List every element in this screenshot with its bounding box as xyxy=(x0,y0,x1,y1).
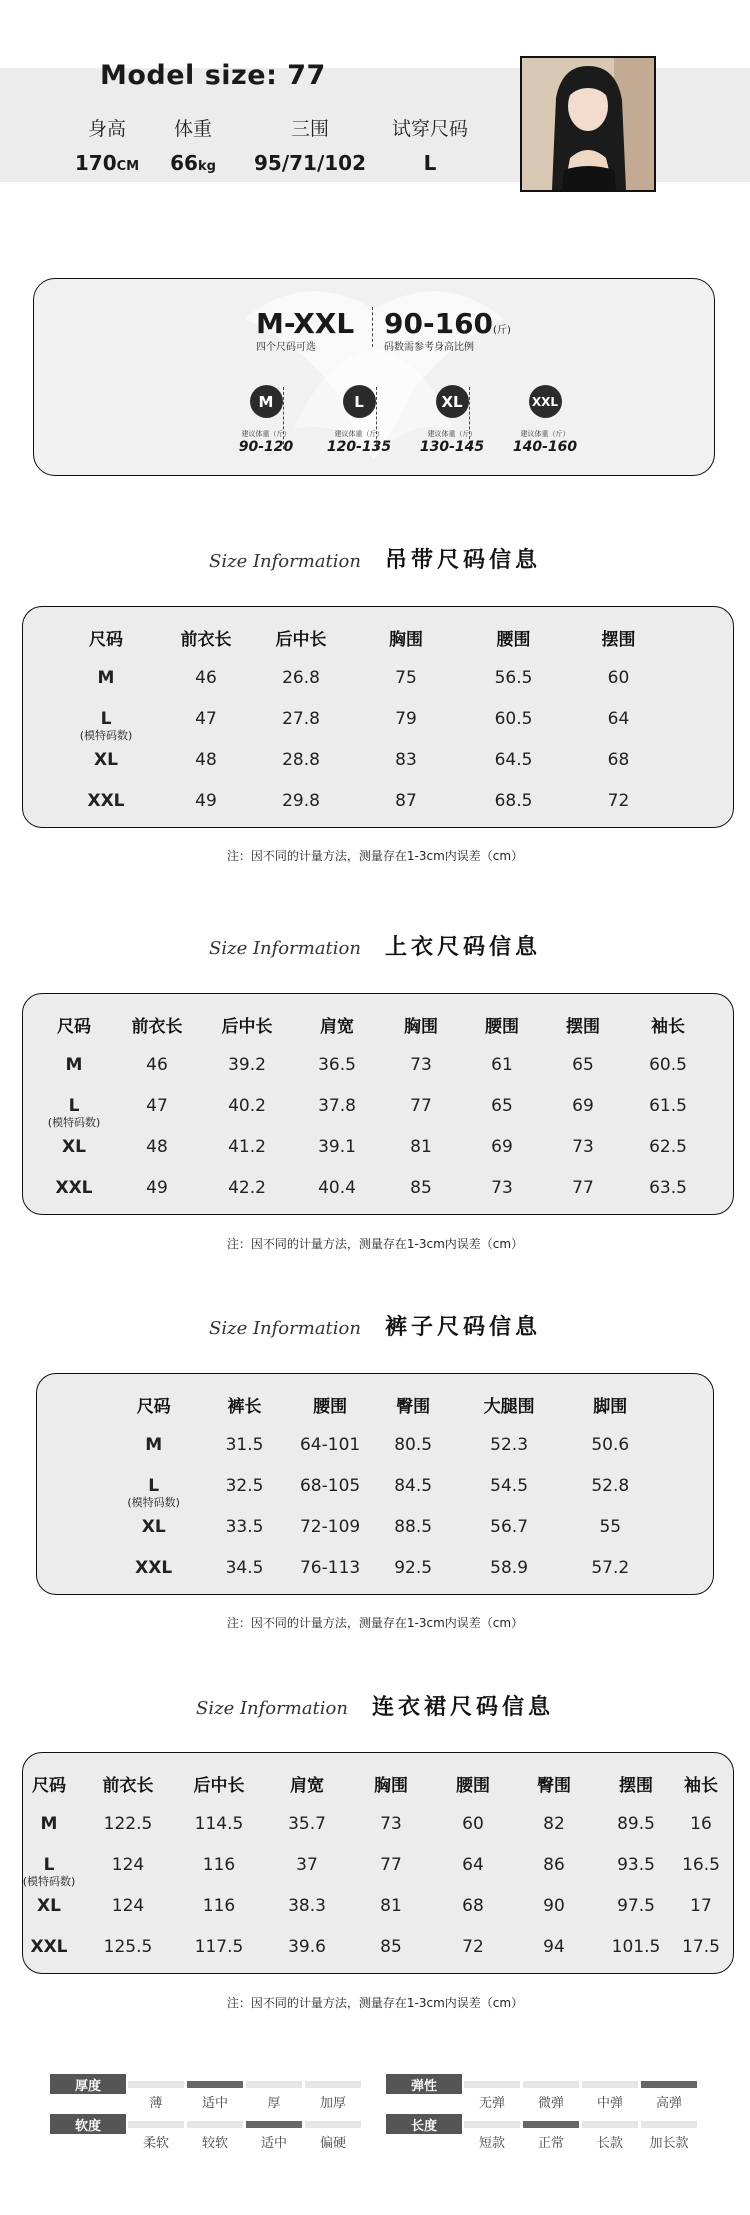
measurement-note: 注：因不同的计量方法，测量存在1-3cm内误差（cm） xyxy=(226,1237,524,1251)
col-header: 肩宽 xyxy=(290,1775,324,1796)
weight-range-m: 90-120 xyxy=(238,439,294,455)
script-heading: Size Information xyxy=(196,1698,348,1719)
model-size-tag: (模特码数) xyxy=(79,729,133,742)
col-header: 袖长 xyxy=(684,1775,718,1796)
thickness-scale xyxy=(128,2081,361,2088)
table-row: M 31.5 64-101 80.5 52.3 50.6 xyxy=(145,1434,630,1455)
weight-range-value: 90-160 xyxy=(384,307,494,340)
size-range-value: M-XXL xyxy=(256,307,355,340)
size-badge-m: M xyxy=(250,385,283,418)
table-row: L (模特码数) 47 27.8 79 60.5 64 xyxy=(51,698,671,739)
size-range-sub: 四个尺码可选 xyxy=(256,342,316,353)
table-row: XXL 49 42.2 40.4 85 73 77 63.5 xyxy=(55,1177,687,1198)
col-header: 前衣长 xyxy=(131,1016,183,1037)
table-row: XXL 34.5 76-113 92.5 58.9 57.2 xyxy=(135,1557,630,1578)
size-range-card xyxy=(33,278,715,476)
fabric-length-indicator: 长度 短款 正常 长款 加长款 xyxy=(386,2114,462,2134)
measurement-note: 注：因不同的计量方法，测量存在1-3cm内误差（cm） xyxy=(226,1996,524,2010)
table-row: M 46 26.8 75 56.5 60 xyxy=(97,667,630,688)
weight-range-xxl: 140-160 xyxy=(512,439,578,455)
pants-size-table xyxy=(36,1373,714,1595)
length-scale xyxy=(464,2121,697,2128)
col-header: 尺码 xyxy=(57,1016,91,1037)
col-header: 腰围 xyxy=(456,1775,490,1796)
model-size-tag: (模特码数) xyxy=(127,1496,180,1509)
col-header: 后中长 xyxy=(221,1016,273,1037)
col-header: 胸围 xyxy=(404,1016,438,1037)
section-title-camisole: Size Information 吊带尺码信息 xyxy=(209,548,541,573)
height-unit: CM xyxy=(116,159,140,174)
table-row: M 122.5 114.5 35.7 73 60 82 89.5 16 xyxy=(40,1813,712,1834)
section-title-top: Size Information 上衣尺码信息 xyxy=(209,935,541,960)
range-divider xyxy=(372,307,373,347)
camisole-size-table xyxy=(22,606,734,828)
col-header: 大腿围 xyxy=(483,1396,535,1417)
model-try-size xyxy=(380,114,480,175)
col-header: 臀围 xyxy=(396,1396,431,1417)
col-header: 摆围 xyxy=(619,1775,653,1796)
softness-scale xyxy=(128,2121,361,2128)
elasticity-scale xyxy=(464,2081,697,2088)
recommend-label: 建议体重（斤） xyxy=(520,430,570,438)
height-label: 身高 xyxy=(87,118,126,140)
weight-unit: kg xyxy=(197,159,216,174)
col-header: 尺码 xyxy=(89,629,123,650)
model-photo xyxy=(520,56,656,192)
col-header: 肩宽 xyxy=(320,1016,354,1037)
thickness-label: 厚度 xyxy=(50,2074,126,2094)
col-header: 腰围 xyxy=(485,1016,519,1037)
col-header: 前衣长 xyxy=(102,1775,154,1796)
table-row: L (模特码数) 124 116 37 77 64 86 93.5 16.5 xyxy=(22,1844,725,1885)
measurements-value: 95/71/102 xyxy=(253,151,367,175)
table-row: L (模特码数) 32.5 68-105 84.5 54.5 52.8 xyxy=(107,1465,657,1506)
try-size-value: L xyxy=(423,151,437,175)
script-heading: Size Information xyxy=(209,551,361,572)
col-header: 胸围 xyxy=(389,629,423,650)
col-header: 尺码 xyxy=(32,1775,66,1796)
softness-label: 软度 xyxy=(50,2114,126,2134)
table-row: M 46 39.2 36.5 73 61 65 60.5 xyxy=(65,1054,687,1075)
recommend-label: 建议体重（斤） xyxy=(241,430,291,438)
col-header: 腰围 xyxy=(313,1396,348,1417)
col-header: 前衣长 xyxy=(180,629,232,650)
col-header: 摆围 xyxy=(601,629,636,650)
length-label: 长度 xyxy=(386,2114,462,2134)
weight-range-unit: (斤) xyxy=(493,325,511,336)
size-badge-xl: XL xyxy=(436,385,469,418)
col-header: 裤长 xyxy=(227,1396,262,1417)
weight-range-sub: 码数需参考身高比例 xyxy=(384,342,474,353)
col-header: 尺码 xyxy=(136,1396,171,1417)
size-badge-l: L xyxy=(343,385,376,418)
recommend-label: 建议体重（斤） xyxy=(334,430,384,438)
col-header: 后中长 xyxy=(275,629,327,650)
model-size-tag: (模特码数) xyxy=(47,1116,101,1129)
model-size-tag: (模特码数) xyxy=(22,1875,76,1888)
weight-label: 体重 xyxy=(173,118,212,140)
height-value: 170 xyxy=(74,151,117,175)
table-row: XL 48 41.2 39.1 81 69 73 62.5 xyxy=(62,1136,687,1157)
table-row: XXL 125.5 117.5 39.6 85 72 94 101.5 17.5 xyxy=(30,1936,720,1957)
model-weight xyxy=(148,114,238,175)
script-heading: Size Information xyxy=(209,938,361,959)
top-size-table xyxy=(22,993,734,1215)
fabric-thickness-indicator: 厚度 薄 适中 厚 加厚 xyxy=(50,2074,126,2094)
col-header: 臀围 xyxy=(537,1775,571,1796)
measurement-note: 注：因不同的计量方法，测量存在1-3cm内误差（cm） xyxy=(226,1616,524,1630)
section-title-pants: Size Information 裤子尺码信息 xyxy=(209,1315,541,1340)
model-size-title: Model size: 77 xyxy=(100,60,326,91)
table-row: XL 33.5 72-109 88.5 56.7 55 xyxy=(141,1516,622,1537)
model-measurements xyxy=(245,114,375,175)
size-badge-xxl: XXL xyxy=(529,385,562,418)
col-header: 胸围 xyxy=(374,1775,408,1796)
dress-size-table xyxy=(22,1752,734,1974)
table-row: XL 48 28.8 83 64.5 68 xyxy=(94,749,630,770)
weight-value: 66 xyxy=(170,151,198,175)
table-row: XL 124 116 38.3 81 68 90 97.5 17 xyxy=(37,1895,712,1916)
elasticity-label: 弹性 xyxy=(386,2074,462,2094)
weight-range-l: 120-135 xyxy=(326,439,392,455)
weight-range-xl: 130-145 xyxy=(419,439,485,455)
try-size-label: 试穿尺码 xyxy=(391,118,468,140)
fabric-elasticity-indicator: 弹性 无弹 微弹 中弹 高弹 xyxy=(386,2074,462,2094)
measurements-label: 三围 xyxy=(290,118,329,140)
recommend-label: 建议体重（斤） xyxy=(427,430,477,438)
col-header: 后中长 xyxy=(193,1775,245,1796)
table-row: XXL 49 29.8 87 68.5 72 xyxy=(87,790,630,811)
col-header: 腰围 xyxy=(496,629,531,650)
col-header: 袖长 xyxy=(651,1016,685,1037)
measurement-note: 注：因不同的计量方法，测量存在1-3cm内误差（cm） xyxy=(226,849,524,863)
script-heading: Size Information xyxy=(209,1318,361,1339)
fabric-softness-indicator: 软度 柔软 较软 适中 偏硬 xyxy=(50,2114,126,2134)
col-header: 脚围 xyxy=(593,1396,628,1417)
table-row: L (模特码数) 47 40.2 37.8 77 65 69 61.5 xyxy=(35,1085,713,1126)
section-title-dress: Size Information 连衣裙尺码信息 xyxy=(196,1695,554,1720)
col-header: 摆围 xyxy=(566,1016,600,1037)
model-height xyxy=(62,114,152,175)
